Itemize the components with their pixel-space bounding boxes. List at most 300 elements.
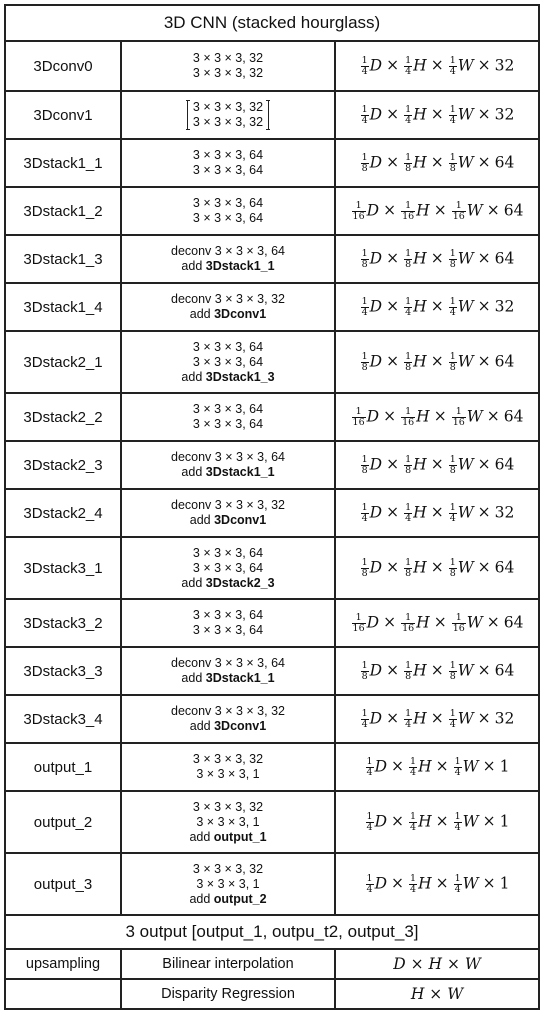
times-sign: × (391, 812, 405, 830)
op-text: 3 × 3 × 3, 1 (196, 767, 260, 781)
fraction (409, 812, 417, 833)
op-text: 3 × 3 × 3, 64 (192, 354, 264, 369)
op-ref: 3Dstack1_1 (205, 465, 275, 479)
op-text: 3 × 3 × 3, 32 (192, 115, 264, 129)
fraction (361, 249, 369, 270)
fraction (404, 709, 412, 730)
op-text: 3 × 3 × 3, 64 (192, 545, 264, 560)
op-text: add (181, 369, 206, 384)
fraction (404, 661, 412, 682)
dim-d: D (369, 503, 383, 521)
times-sign: × (482, 757, 496, 775)
op-line (124, 66, 332, 81)
op-line (124, 307, 332, 322)
fraction-numerator: 1 (361, 103, 368, 115)
op-ref: output_1 (213, 829, 267, 844)
times-sign: × (430, 503, 444, 521)
op-line (124, 513, 332, 528)
times-sign: × (386, 297, 400, 315)
upsampling-out: D × H × W (335, 949, 539, 979)
fraction-denominator: 4 (405, 718, 412, 730)
fraction-numerator: 1 (361, 247, 368, 259)
fraction-numerator: 1 (366, 810, 373, 822)
fraction-denominator: 4 (366, 883, 373, 895)
table-row (5, 647, 539, 695)
layer-ops (121, 91, 335, 139)
fraction-numerator: 1 (449, 103, 456, 115)
dim-w: W (457, 153, 474, 171)
dim-h: H (416, 201, 430, 219)
layer-ops (121, 853, 335, 915)
fraction-numerator: 1 (405, 151, 412, 163)
fraction (404, 105, 412, 126)
output-shape (335, 41, 539, 91)
table-row (5, 393, 539, 441)
fraction-denominator: 8 (449, 361, 456, 373)
fraction (361, 455, 369, 476)
dim-h: H (413, 249, 427, 267)
fraction (361, 352, 369, 373)
fraction (361, 297, 369, 318)
op-text: add (181, 671, 206, 685)
times-sign: × (477, 709, 491, 727)
layer-name: 3Dstack3_2 (5, 599, 121, 647)
times-sign: × (386, 56, 400, 74)
fraction-numerator: 1 (454, 810, 461, 822)
op-text: 3 × 3 × 3, 64 (192, 402, 264, 416)
op-text: add (189, 829, 214, 844)
op-text: 3 × 3 × 3, 32 (192, 66, 264, 80)
output-shape (335, 853, 539, 915)
regression-name (5, 979, 121, 1009)
op-ref: output_2 (213, 891, 267, 906)
fraction-denominator: 4 (361, 306, 368, 318)
fraction (404, 56, 412, 77)
channel-count: 32 (494, 105, 515, 123)
op-ref: 3Dconv1 (214, 307, 267, 321)
op-text: add (189, 307, 215, 321)
dim-d: D (369, 297, 383, 315)
times-sign: × (386, 105, 400, 123)
table-row (5, 441, 539, 489)
output-shape (335, 139, 539, 187)
channel-count: 64 (494, 558, 515, 576)
fraction (352, 201, 366, 222)
fraction-numerator: 1 (405, 707, 412, 719)
fraction (366, 812, 374, 833)
dim-h: H (418, 757, 432, 775)
dim-d: D (369, 249, 383, 267)
fraction-denominator: 8 (361, 567, 368, 579)
op-text: add (181, 465, 206, 479)
fraction-numerator: 1 (405, 350, 412, 362)
fraction (352, 613, 366, 634)
times-sign: × (477, 249, 491, 267)
table-title: 3D CNN (stacked hourglass) (5, 5, 539, 41)
dim-h: H (413, 661, 427, 679)
regression-out: H × W (335, 979, 539, 1009)
fraction (401, 201, 415, 222)
fraction-denominator: 8 (405, 670, 412, 682)
fraction-denominator: 4 (405, 512, 412, 524)
layer-ops (121, 489, 335, 537)
op-ref: 3Dstack2_3 (205, 575, 275, 590)
fraction (454, 874, 462, 895)
op-line (124, 244, 332, 259)
times-sign: × (486, 201, 500, 219)
fraction (404, 297, 412, 318)
layer-ops (121, 791, 335, 853)
fraction-numerator: 1 (449, 453, 456, 465)
fraction (404, 558, 412, 579)
fraction-numerator: 1 (361, 659, 368, 671)
output-shape (335, 791, 539, 853)
fraction-denominator: 8 (449, 567, 456, 579)
op-text: deconv 3 × 3 × 3, 32 (171, 292, 285, 306)
fraction-denominator: 8 (361, 361, 368, 373)
dim-d: D (369, 558, 383, 576)
layer-name: output_3 (5, 853, 121, 915)
regression-op: Disparity Regression (121, 979, 335, 1009)
fraction (449, 352, 457, 373)
fraction-denominator: 8 (405, 361, 412, 373)
channel-count: 1 (499, 812, 510, 830)
layer-ops (121, 41, 335, 91)
fraction-denominator: 8 (449, 670, 456, 682)
fraction (409, 757, 417, 778)
upsampling-name: upsampling (5, 949, 121, 979)
dim-w: W (457, 455, 474, 473)
op-text: 3 × 3 × 3, 32 (192, 100, 264, 114)
times-sign: × (383, 613, 397, 631)
fraction-numerator: 1 (449, 54, 456, 66)
dim-d: D (366, 407, 380, 425)
dim-h: H (413, 558, 427, 576)
op-line (124, 561, 332, 576)
table-row (5, 537, 539, 599)
dim-h: H (416, 407, 430, 425)
layer-ops (121, 331, 335, 393)
dim-w: W (462, 812, 479, 830)
fraction-denominator: 4 (361, 65, 368, 77)
fraction-denominator: 16 (352, 416, 365, 428)
op-text: add (189, 891, 214, 906)
op-text: deconv 3 × 3 × 3, 32 (171, 498, 285, 512)
fraction-numerator: 1 (449, 295, 456, 307)
op-line (124, 656, 332, 671)
table-row (5, 283, 539, 331)
fraction-denominator: 4 (361, 512, 368, 524)
fraction-denominator: 8 (405, 258, 412, 270)
fraction (361, 558, 369, 579)
upsampling-row (5, 949, 539, 979)
fraction-denominator: 8 (449, 258, 456, 270)
op-line (124, 576, 332, 591)
fraction-denominator: 16 (402, 210, 415, 222)
table-row (5, 41, 539, 91)
op-line (124, 608, 332, 623)
dim-d: D (369, 352, 383, 370)
table-row (5, 331, 539, 393)
fraction-denominator: 4 (405, 306, 412, 318)
op-line (124, 815, 332, 830)
output-shape (335, 599, 539, 647)
op-line (124, 498, 332, 513)
fraction-denominator: 4 (361, 718, 368, 730)
table-row (5, 791, 539, 853)
upsampling-op: Bilinear interpolation (121, 949, 335, 979)
times-sign: × (391, 874, 405, 892)
op-text: 3 × 3 × 3, 64 (192, 163, 264, 177)
channel-count: 64 (503, 407, 524, 425)
fraction-denominator: 16 (352, 622, 365, 634)
op-line (124, 752, 332, 767)
fraction-denominator: 16 (452, 622, 465, 634)
times-sign: × (486, 613, 500, 631)
fraction-numerator: 1 (405, 247, 412, 259)
dim-d: D (374, 812, 388, 830)
op-line (193, 115, 263, 130)
fraction-numerator: 1 (410, 810, 417, 822)
dim-d: D (374, 874, 388, 892)
op-text: deconv 3 × 3 × 3, 64 (171, 244, 285, 258)
fraction (449, 558, 457, 579)
dim-d: D (369, 105, 383, 123)
fraction-denominator: 8 (405, 162, 412, 174)
times-sign: × (383, 407, 397, 425)
op-text: 3 × 3 × 3, 64 (192, 560, 264, 575)
dim-w: W (457, 105, 474, 123)
op-line (124, 450, 332, 465)
fraction (449, 503, 457, 524)
dim-h: H (413, 455, 427, 473)
layer-ops (121, 283, 335, 331)
output-shape (335, 647, 539, 695)
fraction-denominator: 8 (361, 670, 368, 682)
fraction-denominator: 4 (449, 718, 456, 730)
output-shape (335, 695, 539, 743)
op-line (124, 465, 332, 480)
times-sign: × (482, 812, 496, 830)
op-ref: 3Dconv1 (214, 719, 267, 733)
dim-h: H (418, 812, 432, 830)
op-text: add (181, 259, 206, 273)
dim-h: H (418, 874, 432, 892)
dim-h: H (413, 503, 427, 521)
dim-w: W (466, 201, 483, 219)
fraction-numerator: 1 (454, 872, 461, 884)
op-text: 3 × 3 × 3, 32 (192, 861, 264, 876)
fraction (401, 613, 415, 634)
dim-d: D (369, 56, 383, 74)
fraction-denominator: 16 (452, 210, 465, 222)
table-row (5, 743, 539, 791)
times-sign: × (482, 874, 496, 892)
op-text: deconv 3 × 3 × 3, 64 (171, 450, 285, 464)
fraction-denominator: 4 (454, 766, 461, 778)
channel-count: 1 (499, 757, 510, 775)
op-text: 3 × 3 × 3, 64 (192, 196, 264, 210)
layer-name: 3Dstack3_3 (5, 647, 121, 695)
fraction-numerator: 1 (449, 707, 456, 719)
fraction (449, 661, 457, 682)
fraction-denominator: 4 (366, 821, 373, 833)
op-line (124, 370, 332, 385)
op-text: deconv 3 × 3 × 3, 32 (171, 704, 285, 718)
fraction-numerator: 1 (361, 54, 368, 66)
op-line (124, 417, 332, 432)
fraction-denominator: 16 (402, 622, 415, 634)
dim-d: D (366, 201, 380, 219)
op-line (124, 623, 332, 638)
op-line (124, 196, 332, 211)
times-sign: × (430, 661, 444, 679)
table-row (5, 139, 539, 187)
output-shape (335, 441, 539, 489)
times-sign: × (477, 56, 491, 74)
fraction-denominator: 8 (405, 567, 412, 579)
dim-h: H (413, 153, 427, 171)
fraction (449, 105, 457, 126)
layer-name: 3Dstack3_4 (5, 695, 121, 743)
layer-name: 3Dconv0 (5, 41, 121, 91)
output-shape (335, 393, 539, 441)
dim-w: W (457, 558, 474, 576)
fraction-denominator: 4 (449, 306, 456, 318)
op-line (124, 892, 332, 907)
fraction (454, 757, 462, 778)
fraction-denominator: 4 (361, 114, 368, 126)
output-shape (335, 187, 539, 235)
op-line (124, 402, 332, 417)
fraction-denominator: 4 (410, 766, 417, 778)
fraction-denominator: 4 (410, 883, 417, 895)
fraction (366, 757, 374, 778)
op-line (124, 546, 332, 561)
dim-h: H (413, 709, 427, 727)
fraction-numerator: 1 (366, 755, 373, 767)
layer-name: 3Dstack1_1 (5, 139, 121, 187)
layer-name: 3Dstack1_3 (5, 235, 121, 283)
dim-w: W (457, 503, 474, 521)
fraction-denominator: 4 (405, 114, 412, 126)
fraction-numerator: 1 (405, 556, 412, 568)
fraction-numerator: 1 (452, 201, 466, 212)
fraction (366, 874, 374, 895)
regression-row (5, 979, 539, 1009)
dim-d: D (369, 455, 383, 473)
layer-ops (121, 393, 335, 441)
op-line (124, 862, 332, 877)
fraction-numerator: 1 (405, 54, 412, 66)
dim-w: W (466, 613, 483, 631)
times-sign: × (477, 352, 491, 370)
dim-h: H (413, 352, 427, 370)
op-ref: 3Dconv1 (214, 513, 267, 527)
times-sign: × (477, 153, 491, 171)
op-line (124, 292, 332, 307)
output-banner-row (5, 915, 539, 949)
layer-ops (121, 599, 335, 647)
dim-d: D (366, 613, 380, 631)
fraction-numerator: 1 (361, 707, 368, 719)
times-sign: × (477, 455, 491, 473)
fraction (449, 297, 457, 318)
dim-w: W (457, 249, 474, 267)
channel-count: 32 (494, 709, 515, 727)
fraction-denominator: 8 (449, 162, 456, 174)
fraction-numerator: 1 (405, 453, 412, 465)
op-line (124, 877, 332, 892)
fraction (361, 56, 369, 77)
fraction-numerator: 1 (361, 453, 368, 465)
times-sign: × (430, 455, 444, 473)
fraction-numerator: 1 (361, 295, 368, 307)
table-row (5, 235, 539, 283)
op-text: 3 × 3 × 3, 32 (192, 752, 264, 766)
op-line (124, 148, 332, 163)
op-text: 3 × 3 × 3, 64 (192, 211, 264, 225)
fraction-denominator: 8 (361, 258, 368, 270)
channel-count: 64 (494, 455, 515, 473)
times-sign: × (386, 153, 400, 171)
op-text: add (189, 719, 215, 733)
fraction-numerator: 1 (405, 103, 412, 115)
fraction-numerator: 1 (449, 501, 456, 513)
layer-name: 3Dstack2_4 (5, 489, 121, 537)
fraction-numerator: 1 (401, 407, 415, 418)
op-line (124, 259, 332, 274)
op-line (124, 800, 332, 815)
layer-name: 3Dstack2_3 (5, 441, 121, 489)
fraction-denominator: 8 (449, 464, 456, 476)
fraction (361, 105, 369, 126)
channel-count: 64 (494, 249, 515, 267)
fraction (361, 709, 369, 730)
op-text: 3 × 3 × 3, 64 (192, 608, 264, 622)
output-shape (335, 743, 539, 791)
fraction (401, 407, 415, 428)
times-sign: × (430, 105, 444, 123)
layer-name: 3Dstack3_1 (5, 537, 121, 599)
fraction (449, 56, 457, 77)
times-sign: × (430, 709, 444, 727)
fraction (449, 455, 457, 476)
fraction-numerator: 1 (405, 659, 412, 671)
table-row (5, 695, 539, 743)
times-sign: × (386, 661, 400, 679)
times-sign: × (430, 56, 444, 74)
fraction-denominator: 4 (454, 821, 461, 833)
layer-ops (121, 441, 335, 489)
times-sign: × (477, 503, 491, 521)
dim-w: W (457, 56, 474, 74)
fraction-numerator: 1 (452, 613, 466, 624)
op-line (193, 100, 263, 115)
title-row (5, 5, 539, 41)
layer-ops (121, 695, 335, 743)
layer-name: 3Dstack2_2 (5, 393, 121, 441)
op-line (124, 830, 332, 845)
table-row (5, 599, 539, 647)
fraction (449, 153, 457, 174)
times-sign: × (433, 407, 447, 425)
op-line (124, 211, 332, 226)
output-shape (335, 489, 539, 537)
op-line (124, 767, 332, 782)
op-ref: 3Dstack1_1 (205, 671, 275, 685)
layer-name: output_2 (5, 791, 121, 853)
